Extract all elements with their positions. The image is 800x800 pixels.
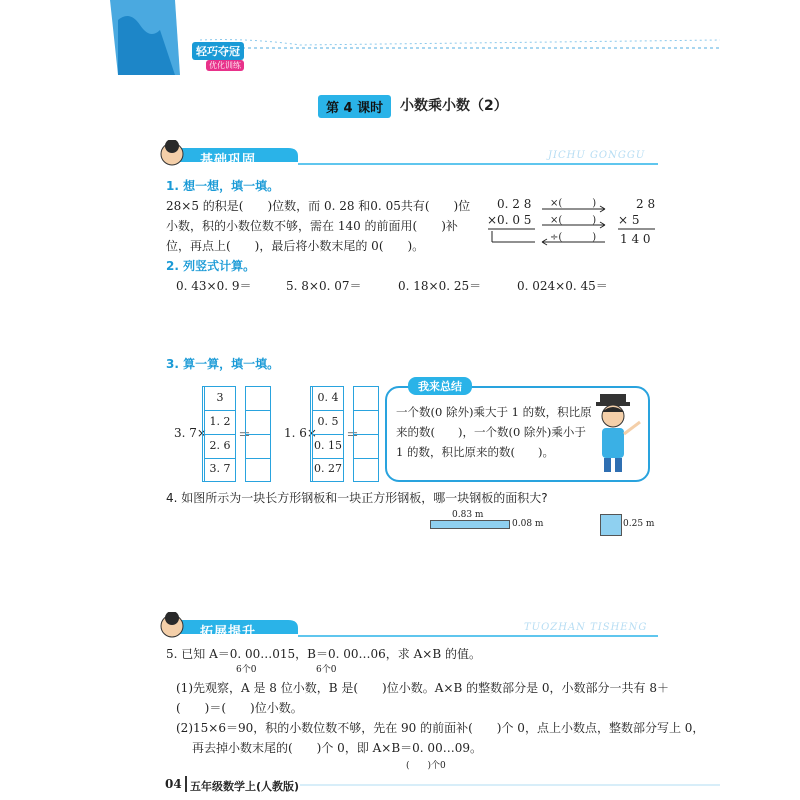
q1-diagram-lines (480, 195, 660, 250)
page-number: 04 (165, 777, 182, 791)
section1-pinyin: JICHU GONGGU (548, 150, 646, 161)
q5-sub2: 6个0 (316, 665, 337, 675)
q1-left-mid: ×0. 0 5 (487, 213, 532, 227)
q4-rectangle (430, 520, 510, 529)
q3-right-answers[interactable] (353, 386, 379, 482)
answer-cell[interactable] (354, 435, 378, 459)
q1-left-top: 0. 2 8 (497, 197, 532, 211)
q5-p1-line2: ( )＝( )位小数。 (176, 701, 303, 715)
answer-cell[interactable] (246, 435, 270, 459)
value-cell: 2. 6 (205, 435, 235, 459)
q4-rect-width: 0.08 m (512, 519, 544, 529)
q2-title: 2. 列竖式计算。 (166, 259, 256, 273)
q1-title: 1. 想一想，填一填。 (166, 179, 280, 193)
answer-cell[interactable] (246, 411, 270, 435)
q5-title-text: 5. 已知 A＝0. 00…015，B＝0. 00…06，求 A×B 的值。 (166, 647, 481, 661)
q3-left-values (204, 386, 236, 482)
q4-title (166, 489, 548, 506)
q3-right-equals: ＝ (346, 428, 360, 443)
q2-item: 0. 43×0. 9＝ (176, 279, 252, 293)
answer-cell[interactable] (354, 459, 378, 481)
footer-line (300, 784, 720, 786)
q3-left-answers[interactable] (245, 386, 271, 482)
q5-p2-sub: ( )个0 (406, 761, 446, 771)
summary-line: 来的数( )，一个数(0 除外)乘小于 (396, 425, 586, 439)
book-title: 五年级数学上(人教版) (190, 780, 300, 793)
summary-line: 1 的数，积比原来的数( )。 (396, 445, 554, 459)
q4-title-text: 4. 如图所示为一块长方形钢板和一块正方形钢板，哪一块钢板的面积大? (166, 491, 548, 505)
q5-p2-line2: 再去掉小数末尾的( )个 0，即 A×B＝0. 00…09。 (192, 741, 482, 755)
value-cell: 3. 7 (209, 462, 231, 475)
section2-pinyin: TUOZHAN TISHENG (524, 622, 648, 633)
answer-cell[interactable] (246, 459, 270, 481)
q3-left-multiplier: 3. 7× (174, 426, 207, 440)
q4-square (600, 514, 622, 536)
footer-divider (185, 776, 187, 792)
q5-p2-line1: (2)15×6＝90，积的小数位数不够，先在 90 的前面补( )个 0，点上小数点，整数部分写上 0， (176, 721, 705, 735)
q3-right-values (312, 386, 344, 482)
summary-line: 一个数(0 除外)乘大于 1 的数，积比原 (396, 405, 592, 419)
brand-logo: 轻巧夺冠 (192, 42, 244, 60)
value-cell: 0. 27 (314, 462, 342, 475)
q5-sub1: 6个0 (236, 665, 257, 675)
q1-line1: 28×5 的积是( )位数，而 0. 28 和0. 05共有( )位 (166, 199, 471, 213)
section1-title: 基础巩固 (200, 153, 257, 168)
q2-item: 0. 024×0. 45＝ (517, 279, 608, 293)
mascot-illustration (580, 392, 646, 478)
answer-cell[interactable] (354, 387, 378, 411)
q3-left-equals: ＝ (238, 428, 252, 443)
q3-title: 3. 算一算，填一填。 (166, 357, 280, 371)
summary-tag: 我来总结 (408, 377, 472, 395)
value-cell: 0. 5 (313, 411, 343, 435)
q1-arrow1-label: ×( ) (550, 198, 597, 209)
q1-line2: 小数，积的小数位数不够，需在 140 的前面用( )补 (166, 219, 458, 233)
value-cell: 0. 15 (313, 435, 343, 459)
q1-right-mid: × 5 (618, 213, 640, 227)
section2-title: 拓展提升 (200, 625, 257, 640)
value-cell: 3 (205, 387, 235, 411)
q3-right-multiplier: 1. 6× (284, 426, 317, 440)
header-decoration (0, 0, 800, 80)
brand-subtitle: 优化训练 (206, 60, 244, 71)
q1-right-top: 2 8 (636, 197, 656, 211)
q4-rect-length: 0.83 m (452, 510, 484, 520)
lesson-title: 小数乘小数（2） (400, 98, 508, 114)
q2-item: 5. 8×0. 07＝ (286, 279, 362, 293)
answer-cell[interactable] (354, 411, 378, 435)
q1-arrow3-label: ÷( ) (550, 232, 597, 243)
q5-title (166, 645, 481, 662)
header-banner (0, 0, 800, 80)
q4-square-side: 0.25 m (623, 519, 655, 529)
q5-p1-line1: (1)先观察，A 是 8 位小数，B 是( )位小数。A×B 的整数部分是 0，小数部分一共有 8＋ (176, 681, 669, 695)
q2-item: 0. 18×0. 25＝ (398, 279, 482, 293)
answer-cell[interactable] (246, 387, 270, 411)
value-cell: 1. 2 (205, 411, 235, 435)
q1-right-bottom: 1 4 0 (620, 232, 651, 246)
q1-line3: 位，再点上( )，最后将小数末尾的 0( )。 (166, 239, 425, 253)
lesson-badge: 第 4 课时 (318, 95, 391, 118)
q1-arrow2-label: ×( ) (550, 215, 597, 226)
value-cell: 0. 4 (313, 387, 343, 411)
